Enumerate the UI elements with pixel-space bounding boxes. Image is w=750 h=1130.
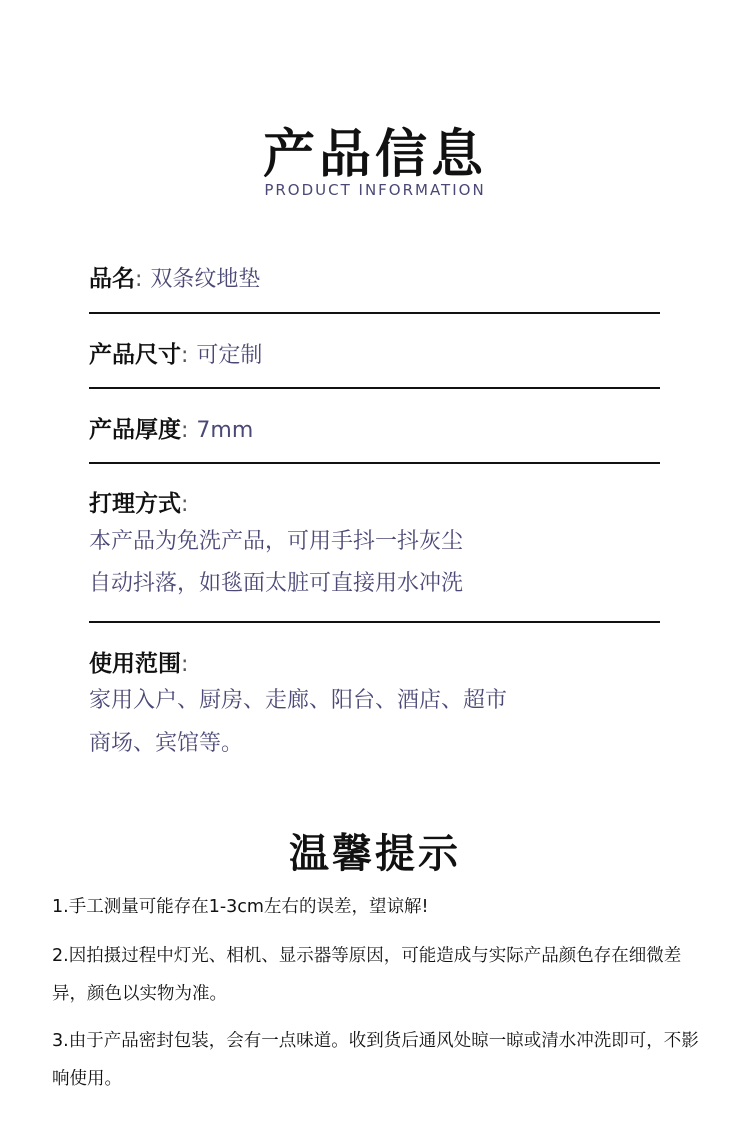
tip-item-3: 3.由于产品密封包装，会有一点味道。收到货后通风处晾一晾或清水冲洗即可，不影响使用。 [52, 1031, 699, 1089]
info-row-usage [89, 645, 660, 678]
divider [89, 462, 660, 464]
tips-title: 温馨提示 [289, 831, 461, 877]
thickness-label: 产品厚度 [89, 417, 181, 443]
size-label: 产品尺寸 [89, 342, 181, 368]
size-value: 可定制 [196, 343, 263, 368]
thickness-value: 7mm [196, 418, 254, 443]
usage-label: 使用范围 [89, 651, 181, 677]
name-label: 品名 [89, 266, 135, 292]
info-row-size [89, 336, 660, 369]
size-colon: : [181, 343, 189, 368]
name-colon: : [135, 267, 143, 292]
thickness-colon: : [181, 418, 189, 443]
care-line-2: 自动抖落，如毯面太脏可直接用水冲洗 [89, 571, 464, 596]
tip-item-2: 2.因拍摄过程中灯光、相机、显示器等原因，可能造成与实际产品颜色存在细微差异，颜色以实物为准。 [52, 946, 682, 1004]
usage-line-1: 家用入户、厨房、走廊、阳台、酒店、超市 [89, 688, 508, 713]
page-title: 产品信息 [262, 125, 487, 185]
care-colon: : [181, 492, 189, 517]
divider [89, 387, 660, 389]
tip-item-1: 1.手工测量可能存在1-3cm左右的误差，望谅解! [52, 897, 429, 917]
usage-colon: : [181, 652, 189, 677]
info-row-care [89, 485, 660, 518]
care-line-1: 本产品为免洗产品，可用手抖一抖灰尘 [89, 529, 464, 554]
usage-line-2: 商场、宾馆等。 [89, 731, 244, 756]
divider [89, 621, 660, 623]
page-subtitle: PRODUCT INFORMATION [264, 181, 486, 199]
info-row-thickness [89, 411, 660, 444]
care-label: 打理方式 [89, 491, 181, 517]
info-row-name [89, 260, 660, 293]
divider [89, 312, 660, 314]
name-value: 双条纹地垫 [150, 267, 261, 292]
